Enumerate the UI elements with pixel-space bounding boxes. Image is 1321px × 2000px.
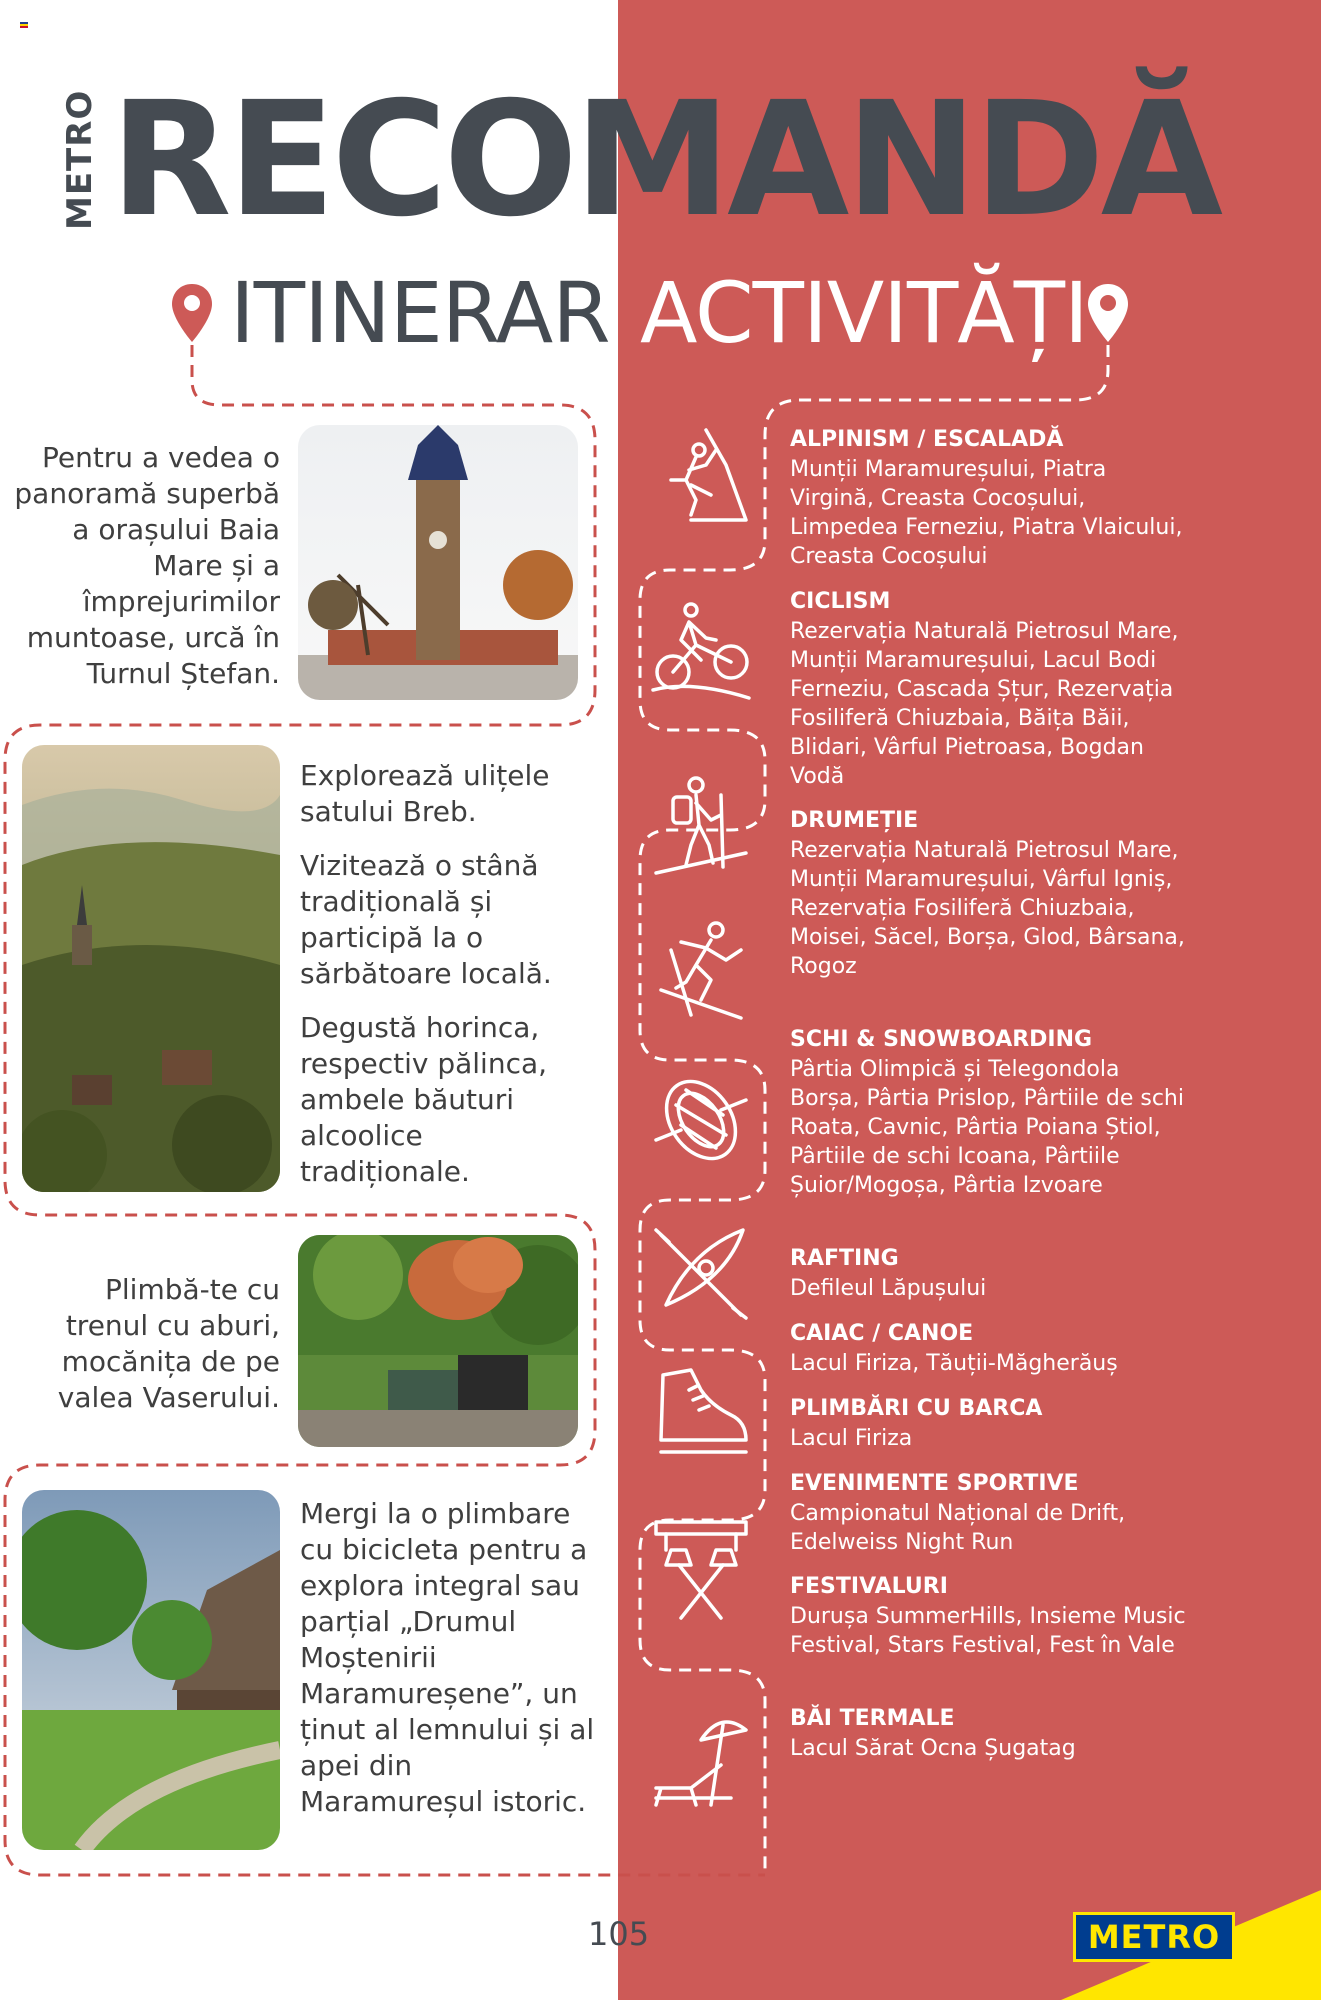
- activities-heading: ACTIVITĂȚI: [640, 264, 1088, 362]
- wooden-church-photo: [22, 1490, 280, 1850]
- kayak-icon: [651, 1220, 751, 1320]
- itinerary-text-2b: Vizitează o stână tradițională și participă la o sărbătoare locală.: [300, 849, 552, 990]
- itinerary-text-2c: Degustă horinca, respectiv pălinca, ambele băuturi alcoolice tradiționale.: [300, 1011, 548, 1188]
- steam-train-photo: [298, 1235, 578, 1447]
- activity-title-3: DRUMEȚIE: [790, 808, 919, 833]
- village-valley-photo: [22, 745, 280, 1192]
- activity-title-9: FESTIVALURI: [790, 1574, 948, 1599]
- activity-title-2: CICLISM: [790, 589, 891, 614]
- sneaker-icon: [651, 1360, 751, 1460]
- activity-title-10: BĂI TERMALE: [790, 1706, 955, 1731]
- page-title: RECOMANDĂ: [110, 68, 1220, 252]
- activity-places-4: Pârtia Olimpică și Telegondola Borșa, Pârtia Prislop, Pârtiile de schi Roata, Cavnic, Pârtia Poiana Știol, Pârtiile de schi Icoana, Pârtiile Șuior/Mogoșa, Pârtia Izvoare: [790, 1057, 1184, 1198]
- itinerary-text-4: Mergi la o plimbare cu bicicleta pentru a explora integral sau parțial „Drumul Moștenirii Maramureșene”, un ținut al lemnului și al apei din Maramureșul istoric.: [300, 1497, 595, 1818]
- activity-title-8: EVENIMENTE SPORTIVE: [790, 1471, 1079, 1496]
- hiking-icon: [651, 775, 751, 875]
- activity-places-6: Lacul Firiza, Tăuții-Măgherăuș: [790, 1351, 1118, 1376]
- itinerary-text-1: Pentru a vedea o panoramă superbă a orașului Baia Mare și a împrejurimilor muntoase, urcă în Turnul Ștefan.: [14, 441, 280, 690]
- skiing-icon: [651, 920, 751, 1020]
- activity-places-2: Rezervația Naturală Pietrosul Mare, Munții Maramureșului, Lacul Bodi Ferneziu, Cascada Șțur, Rezervația Fosiliferă Chiuzbaia, Băița Băii, Blidari, Vârful Pietroasa, Bogdan Vodă: [790, 619, 1179, 789]
- activity-title-7: PLIMBĂRI CU BARCA: [790, 1396, 1043, 1421]
- brand-vertical: METRO: [60, 89, 100, 230]
- clock-tower-photo: [298, 425, 578, 700]
- activity-title-1: ALPINISM / ESCALADĂ: [790, 427, 1064, 452]
- cycling-icon: [651, 600, 751, 700]
- activity-places-7: Lacul Firiza: [790, 1426, 913, 1451]
- rafting-icon: [651, 1070, 751, 1170]
- activity-title-4: SCHI & SNOWBOARDING: [790, 1027, 1093, 1052]
- climbing-icon: [651, 425, 751, 525]
- itinerary-text-3: Plimbă-te cu trenul cu aburi, mocănița de pe valea Vaserului.: [57, 1273, 280, 1414]
- trophy-icon: [651, 1520, 751, 1620]
- activity-places-3: Rezervația Naturală Pietrosul Mare, Munții Maramureșului, Vârful Igniș, Rezervația Fosiliferă Chiuzbaia, Moisei, Săcel, Borșa, Glod, Bârsana, Rogoz: [790, 838, 1185, 979]
- activity-places-8: Campionatul Național de Drift, Edelweiss Night Run: [790, 1501, 1126, 1555]
- page-number: 105: [588, 1915, 650, 1953]
- activity-places-10: Lacul Sărat Ocna Șugatag: [790, 1736, 1076, 1761]
- activity-places-5: Defileul Lăpușului: [790, 1276, 987, 1301]
- activity-places-9: Durușa SummerHills, Insieme Music Festival, Stars Festival, Fest în Vale: [790, 1604, 1186, 1658]
- activity-title-6: CAIAC / CANOE: [790, 1321, 974, 1346]
- metro-logo: METRO: [1073, 1912, 1235, 1962]
- itinerary-heading: ITINERAR: [230, 264, 610, 362]
- activity-places-1: Munții Maramureșului, Piatra Virgină, Creasta Cocoșului, Limpedea Ferneziu, Piatra Vlaicului, Creasta Cocoșului: [790, 457, 1183, 569]
- sun-lounger-icon: [651, 1710, 751, 1810]
- itinerary-text-2a: Explorează ulițele satului Breb.: [300, 759, 550, 828]
- activity-title-5: RAFTING: [790, 1246, 899, 1271]
